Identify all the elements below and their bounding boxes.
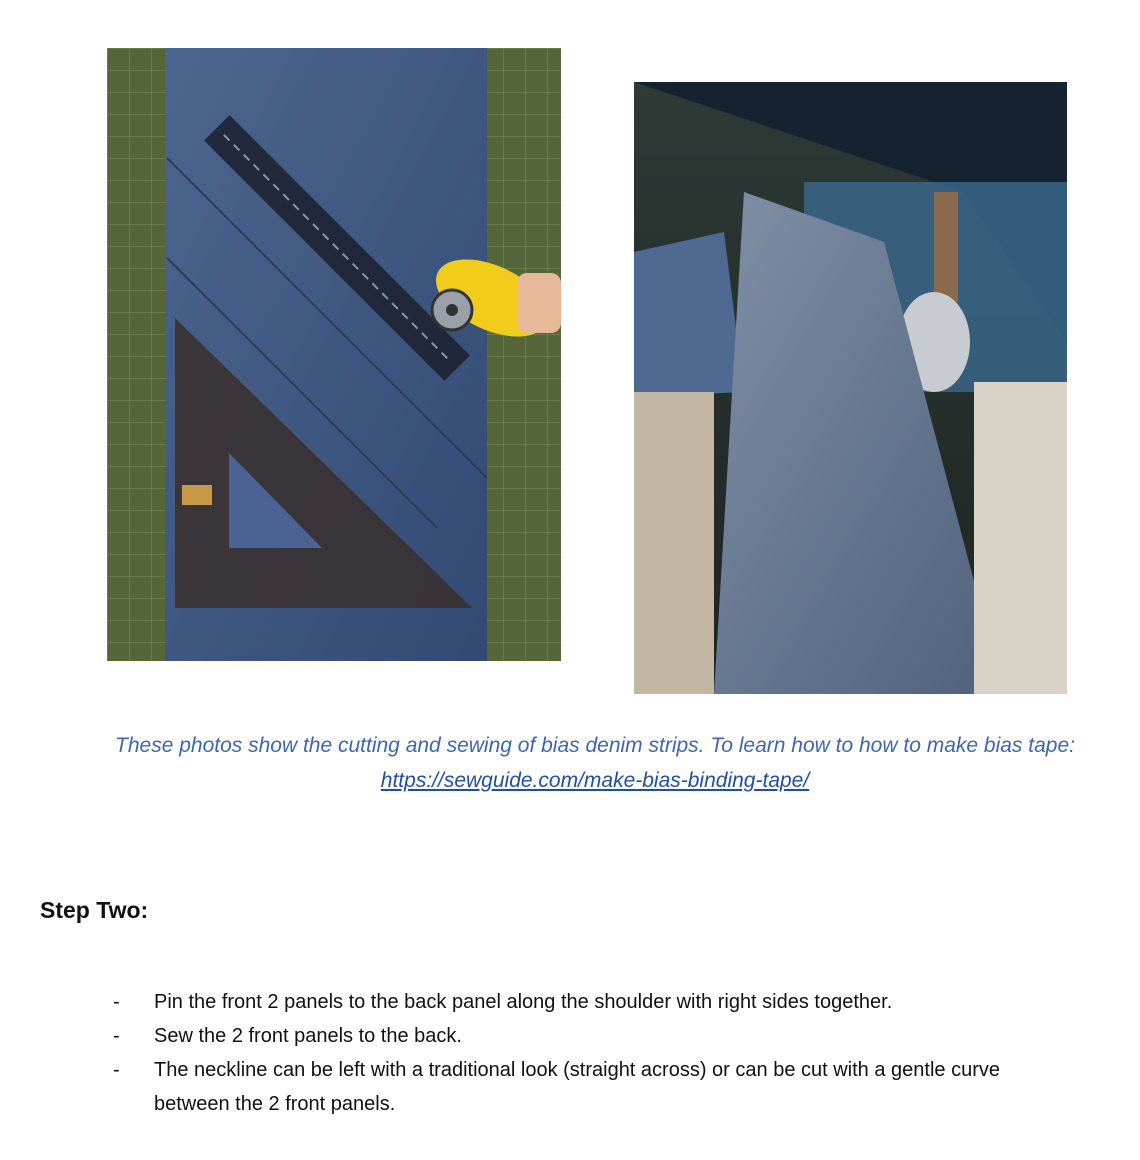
step-instructions-list <box>113 985 1073 1121</box>
step-heading: Step Two: <box>40 897 149 923</box>
bullet-dash: - <box>113 1025 120 1047</box>
list-item <box>113 1053 1073 1121</box>
photo-sewing-bias-strips <box>634 82 1067 694</box>
cutting-photo-illustration <box>107 48 561 661</box>
list-item-text: Pin the front 2 panels to the back panel along the shoulder with right sides together. <box>154 991 893 1013</box>
bias-tape-link[interactable]: https://sewguide.com/make-bias-binding-tape/ <box>380 769 810 792</box>
list-item-text: Sew the 2 front panels to the back. <box>154 1025 462 1047</box>
list-item <box>113 1019 1073 1053</box>
photo-cutting-bias-strips <box>107 48 561 661</box>
bullet-dash: - <box>113 991 120 1013</box>
list-item <box>113 985 1073 1019</box>
photo-caption <box>110 728 1080 798</box>
list-item-text: The neckline can be left with a traditional look (straight across) or can be cut with a gentle curve between the 2 front panels. <box>154 1059 1000 1115</box>
sewing-photo-illustration <box>634 82 1067 694</box>
bullet-dash: - <box>113 1059 120 1081</box>
caption-text: These photos show the cutting and sewing of bias denim strips. To learn how to how to make bias tape: <box>115 734 1075 757</box>
